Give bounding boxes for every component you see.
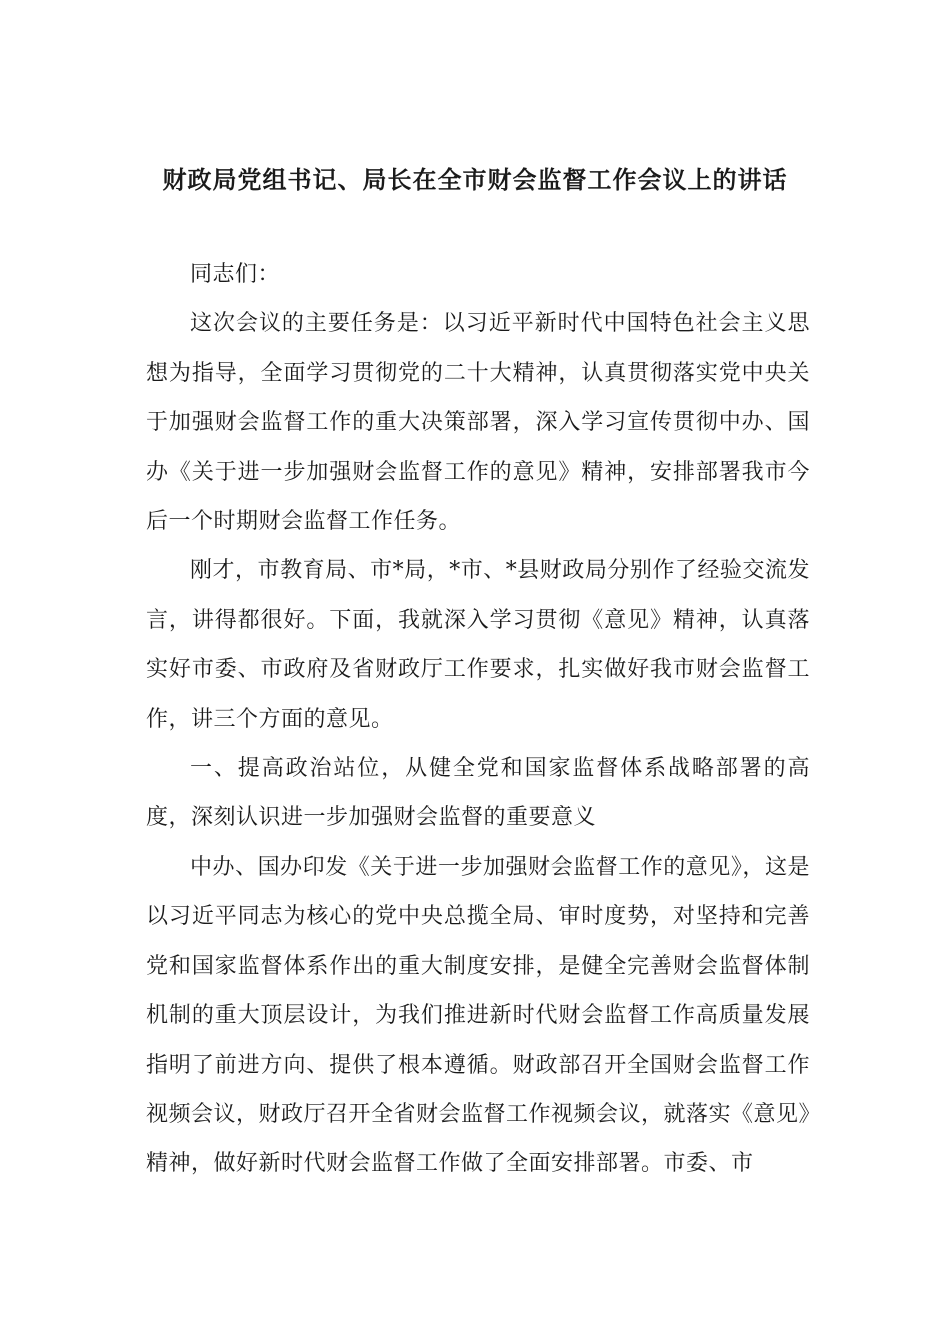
body-paragraph: 中办、国办印发《关于进一步加强财会监督工作的意见》，这是以习近平同志为核心的党中央总揽全局、审时度势，对坚持和完善党和国家监督体系作出的重大制度安排，是健全完善财会监督体制机制的重大顶层设计，为我们推进新时代财会监督工作高质量发展指明了前进方向、提供了根本遵循。财政部召开全国财会监督工作视频会议，财政厅召开全省财会监督工作视频会议，就落实《意见》精神，做好新时代财会监督工作做了全面安排部署。市委、市 bbox=[146, 854, 811, 1177]
section-heading: 一、提高政治站位，从健全党和国家监督体系战略部署的高度，深刻认识进一步加强财会监督的重要意义 bbox=[146, 756, 810, 831]
document-body bbox=[146, 250, 810, 1189]
body-paragraph: 这次会议的主要任务是：以习近平新时代中国特色社会主义思想为指导，全面学习贯彻党的二十大精神，认真贯彻落实党中央关于加强财会监督工作的重大决策部署，深入学习宣传贯彻中办、国办《关于进一步加强财会监督工作的意见》精神，安排部署我市今后一个时期财会监督工作任务。 bbox=[146, 311, 810, 535]
body-paragraph: 刚才，市教育局、市*局，*市、*县财政局分别作了经验交流发言，讲得都很好。下面，我就深入学习贯彻《意见》精神，认真落实好市委、市政府及省财政厅工作要求，扎实做好我市财会监督工作，讲三个方面的意见。 bbox=[146, 558, 810, 732]
document-title: 财政局党组书记、局长在全市财会监督工作会议上的讲话 bbox=[162, 165, 788, 194]
salutation-paragraph: 同志们： bbox=[190, 262, 281, 287]
